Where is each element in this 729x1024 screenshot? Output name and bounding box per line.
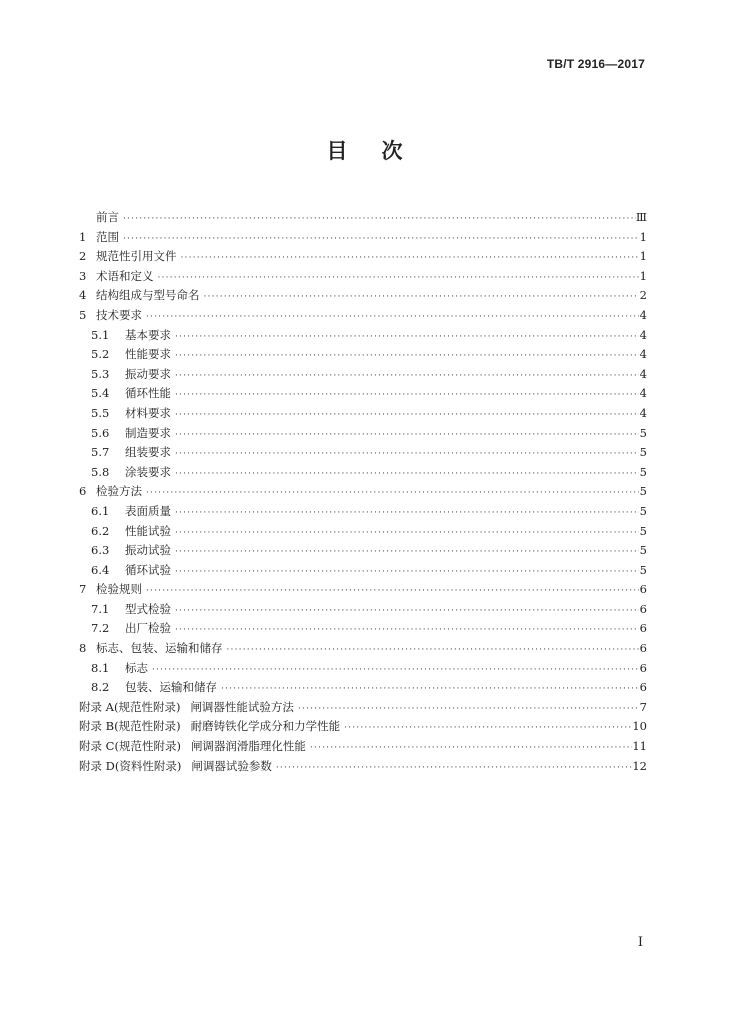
toc-dot-leader <box>146 582 639 602</box>
toc-page-number: 6 <box>639 621 647 636</box>
toc-page-number: 4 <box>639 347 647 362</box>
toc-page-number: 6 <box>639 601 647 616</box>
toc-dot-leader <box>181 249 640 269</box>
toc-entry-number: 5.1 <box>91 327 110 342</box>
toc-entry-title: 制造要求 <box>125 425 171 440</box>
page-title <box>0 135 729 165</box>
toc-entry-title: 材料要求 <box>125 405 171 420</box>
title-char-2: 次 <box>381 139 403 163</box>
toc-dot-leader <box>310 739 632 759</box>
toc-entry-number: 5.7 <box>91 445 110 460</box>
toc-entry[interactable] <box>79 522 647 542</box>
toc-entry[interactable] <box>79 541 647 561</box>
toc-entry-number: 6.1 <box>91 503 110 518</box>
toc-dot-leader <box>175 543 639 563</box>
toc-entry[interactable] <box>79 208 647 228</box>
toc-annex-label: 附录 B(规范性附录) <box>79 719 181 734</box>
toc-entry[interactable] <box>79 345 647 365</box>
toc-dot-leader <box>175 328 639 348</box>
toc-entry-number: 7.1 <box>91 601 110 616</box>
toc-entry-title: 闸调器试验参数 <box>191 758 272 773</box>
toc-dot-leader <box>146 484 639 504</box>
toc-entry-number: 6.4 <box>91 562 110 577</box>
toc-entry-number: 5.5 <box>91 405 110 420</box>
toc-entry-title: 性能要求 <box>125 347 171 362</box>
toc-entry[interactable] <box>79 326 647 346</box>
toc-dot-leader <box>175 367 639 387</box>
toc-entry[interactable] <box>79 737 647 757</box>
toc-entry[interactable] <box>79 502 647 522</box>
toc-entry-title: 组装要求 <box>125 445 171 460</box>
toc-entry[interactable] <box>79 600 647 620</box>
toc-entry-title: 涂装要求 <box>125 464 171 479</box>
toc-page-number: 10 <box>632 719 647 734</box>
toc-dot-leader <box>175 504 639 524</box>
toc-entry-title: 包装、运输和储存 <box>125 680 217 695</box>
toc-entry-number: 5 <box>79 307 87 322</box>
toc-dot-leader <box>175 621 639 641</box>
toc-page-number: 1 <box>639 268 647 283</box>
toc-entry-number: 6.2 <box>91 523 110 538</box>
toc-entry-title: 性能试验 <box>125 523 171 538</box>
toc-entry-title: 检验方法 <box>96 484 142 499</box>
toc-entry-title: 术语和定义 <box>96 268 154 283</box>
toc-entry[interactable] <box>79 561 647 581</box>
toc-entry[interactable] <box>79 639 647 659</box>
toc-entry-title: 型式检验 <box>125 601 171 616</box>
toc-dot-leader <box>204 288 640 308</box>
toc-dot-leader <box>123 210 636 230</box>
toc-page-number: 2 <box>639 288 647 303</box>
toc-entry-number: 7.2 <box>91 621 110 636</box>
toc-page-number: 5 <box>639 562 647 577</box>
toc-annex-label: 附录 C(规范性附录) <box>79 739 181 754</box>
toc-entry-number: 8.1 <box>91 660 110 675</box>
toc-entry[interactable] <box>79 659 647 679</box>
toc-entry[interactable] <box>79 443 647 463</box>
toc-entry-number: 4 <box>79 288 87 303</box>
toc-entry-title: 循环性能 <box>125 386 171 401</box>
toc-entry-number: 6.3 <box>91 543 110 558</box>
toc-page-number: 5 <box>639 425 647 440</box>
toc-entry-title: 闸调器润滑脂理化性能 <box>190 739 306 754</box>
toc-annex-label: 附录 A(规范性附录) <box>79 699 181 714</box>
toc-page-number: 5 <box>639 543 647 558</box>
toc-entry-number: 5.6 <box>91 425 110 440</box>
toc-entry[interactable] <box>79 247 647 267</box>
toc-entry-title: 标志 <box>125 660 148 675</box>
toc-dot-leader <box>158 269 640 289</box>
toc-entry-title: 检验规则 <box>96 582 142 597</box>
toc-dot-leader <box>344 719 632 739</box>
toc-entry[interactable] <box>79 619 647 639</box>
toc-entry[interactable] <box>79 678 647 698</box>
toc-page-number: 4 <box>639 386 647 401</box>
toc-page-number: 6 <box>639 660 647 675</box>
toc-entry-number: 2 <box>79 249 87 264</box>
toc-entry-number: 6 <box>79 484 87 499</box>
toc-entry-title: 振动试验 <box>125 543 171 558</box>
toc-entry[interactable] <box>79 717 647 737</box>
toc-page-number: 5 <box>639 503 647 518</box>
toc-annex-label: 附录 D(资料性附录) <box>79 758 182 773</box>
toc-entry[interactable] <box>79 463 647 483</box>
toc-dot-leader <box>175 465 639 485</box>
toc-entry-title: 标志、包装、运输和储存 <box>96 641 223 656</box>
toc-entry[interactable] <box>79 228 647 248</box>
toc-entry-title: 出厂检验 <box>125 621 171 636</box>
toc-page-number: 4 <box>639 366 647 381</box>
toc-entry-title: 表面质量 <box>125 503 171 518</box>
toc-page-number: 7 <box>639 699 647 714</box>
toc-entry[interactable] <box>79 404 647 424</box>
toc-entry-title: 技术要求 <box>96 307 142 322</box>
toc-entry-number: 1 <box>79 229 87 244</box>
page-folio: I <box>637 935 643 950</box>
toc-entry[interactable] <box>79 306 647 326</box>
toc-entry-title: 结构组成与型号命名 <box>96 288 200 303</box>
toc-page-number: 6 <box>639 641 647 656</box>
toc-page-number: 4 <box>639 405 647 420</box>
toc-entry[interactable] <box>79 757 647 777</box>
toc-entry[interactable] <box>79 286 647 306</box>
toc-page-number: 5 <box>639 464 647 479</box>
toc-page-number: 1 <box>639 229 647 244</box>
toc-entry-number: 8.2 <box>91 680 110 695</box>
table-of-contents <box>79 208 647 776</box>
toc-dot-leader <box>152 661 639 681</box>
toc-dot-leader <box>175 386 639 406</box>
toc-dot-leader <box>175 524 639 544</box>
toc-dot-leader <box>175 602 639 622</box>
toc-page-number: 12 <box>632 758 647 773</box>
toc-dot-leader <box>175 406 639 426</box>
toc-entry[interactable] <box>79 267 647 287</box>
toc-page-number: 4 <box>639 307 647 322</box>
toc-dot-leader <box>175 563 639 583</box>
toc-entry-title: 循环试验 <box>125 562 171 577</box>
toc-entry-number: 7 <box>79 582 87 597</box>
toc-entry[interactable] <box>79 482 647 502</box>
toc-page-number: 5 <box>639 445 647 460</box>
toc-dot-leader <box>276 759 633 779</box>
toc-page-number: 6 <box>639 582 647 597</box>
toc-entry-number: 5.4 <box>91 386 110 401</box>
toc-dot-leader <box>175 445 639 465</box>
toc-entry[interactable] <box>79 384 647 404</box>
toc-page-number: 5 <box>639 484 647 499</box>
toc-page-number: Ⅲ <box>635 210 647 224</box>
toc-entry[interactable] <box>79 580 647 600</box>
toc-page-number: 1 <box>639 249 647 264</box>
toc-page-number: 6 <box>639 680 647 695</box>
toc-entry-title: 耐磨铸铁化学成分和力学性能 <box>190 719 341 734</box>
toc-dot-leader <box>175 426 639 446</box>
toc-entry-title: 范围 <box>96 229 119 244</box>
toc-entry-number: 8 <box>79 641 87 656</box>
toc-dot-leader <box>227 641 640 661</box>
title-char-1: 目 <box>326 139 348 163</box>
toc-entry-title: 基本要求 <box>125 327 171 342</box>
toc-entry[interactable] <box>79 424 647 444</box>
toc-entry-number: 5.2 <box>91 347 110 362</box>
toc-dot-leader <box>175 347 639 367</box>
toc-entry-number: 3 <box>79 268 87 283</box>
toc-entry-title: 规范性引用文件 <box>96 249 177 264</box>
toc-entry[interactable] <box>79 365 647 385</box>
toc-page-number: 4 <box>639 327 647 342</box>
toc-dot-leader <box>123 230 639 250</box>
toc-entry-title: 闸调器性能试验方法 <box>190 699 294 714</box>
toc-entry[interactable] <box>79 698 647 718</box>
standard-code: TB/T 2916—2017 <box>546 57 645 71</box>
toc-dot-leader <box>298 700 639 720</box>
toc-page-number: 5 <box>639 523 647 538</box>
toc-entry-title: 前言 <box>96 210 119 224</box>
toc-entry-title: 振动要求 <box>125 366 171 381</box>
toc-entry-number: 5.3 <box>91 366 110 381</box>
toc-page-number: 11 <box>632 739 647 754</box>
toc-entry-number: 5.8 <box>91 464 110 479</box>
toc-dot-leader <box>146 308 639 328</box>
